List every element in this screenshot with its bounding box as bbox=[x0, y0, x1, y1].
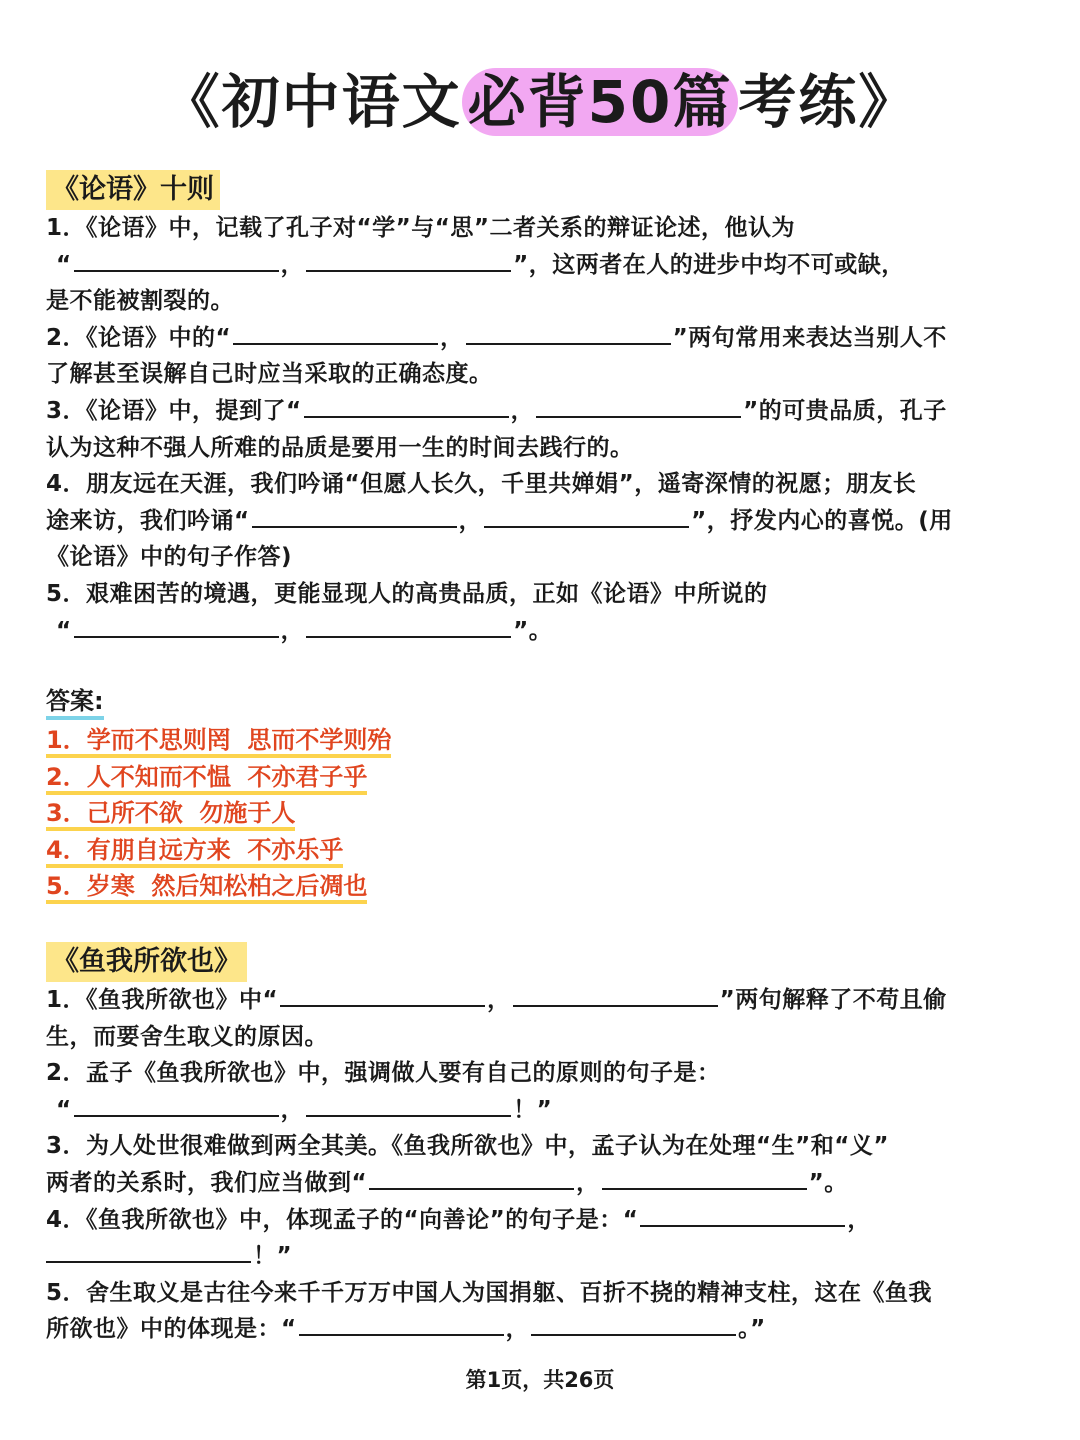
section-heading-yuwosuoyu: 《鱼我所欲也》 bbox=[46, 942, 247, 982]
question-text: 是不能被割裂的。 bbox=[46, 288, 234, 315]
question-text: ”两句常用来表达当别人不 bbox=[672, 324, 947, 351]
question-text: 。” bbox=[738, 1316, 766, 1343]
answer-part-a: 人不知而不愠 bbox=[87, 763, 231, 795]
answer-part-b: 不亦乐乎 bbox=[247, 836, 343, 868]
question-line bbox=[46, 466, 1026, 503]
fill-blank[interactable] bbox=[306, 248, 511, 272]
question-line bbox=[46, 1128, 1026, 1165]
section-yuwosuoyu bbox=[46, 942, 1026, 1348]
fill-blank[interactable] bbox=[306, 614, 511, 638]
answer-item bbox=[46, 795, 1026, 832]
title-prefix: 《初中语文 bbox=[161, 68, 462, 136]
question-line bbox=[46, 613, 1026, 650]
comma: ， bbox=[280, 617, 305, 644]
question-text: 认为这种不强人所难的品质是要用一生的时间去践行的。 bbox=[46, 434, 634, 461]
question-line bbox=[46, 1165, 1026, 1202]
question-line bbox=[46, 320, 1026, 357]
answer-block bbox=[46, 686, 1026, 905]
question-line bbox=[46, 1311, 1026, 1348]
fill-blank[interactable] bbox=[233, 321, 438, 345]
question-line bbox=[46, 1275, 1026, 1312]
fill-blank[interactable] bbox=[74, 1093, 279, 1117]
question-text: 5．舍生取义是古往今来千千万万中国人为国捐躯、百折不挠的精神支柱，这在《鱼我 bbox=[46, 1279, 933, 1306]
question-text: 途来访，我们吟诵“ bbox=[46, 507, 250, 534]
comma: ， bbox=[280, 251, 305, 278]
question-line bbox=[46, 1238, 1026, 1275]
title-suffix: 考练》 bbox=[738, 68, 919, 136]
page-title bbox=[0, 62, 1080, 142]
answer-number: 2． bbox=[46, 763, 87, 795]
question-text: 2．孟子《鱼我所欲也》中，强调做人要有自己的原则的句子是： bbox=[46, 1060, 721, 1087]
question-line bbox=[46, 982, 1026, 1019]
comma: ， bbox=[458, 507, 483, 534]
question-line bbox=[46, 356, 1026, 393]
answer-part-a: 岁寒 bbox=[87, 872, 135, 904]
fill-blank[interactable] bbox=[640, 1203, 845, 1227]
answer-part-b: 勿施于人 bbox=[199, 799, 295, 831]
question-line bbox=[46, 1092, 1026, 1129]
question-line bbox=[46, 393, 1026, 430]
fill-blank[interactable] bbox=[513, 983, 718, 1007]
question-text: ”两句解释了不苟且偷 bbox=[719, 987, 947, 1013]
question-text: 2．《论语》中的“ bbox=[46, 324, 232, 351]
comma: ， bbox=[505, 1316, 530, 1343]
fill-blank[interactable] bbox=[299, 1312, 504, 1336]
answer-part-a: 学而不思则罔 bbox=[87, 726, 231, 758]
section-lunyu bbox=[46, 170, 1026, 649]
fill-blank[interactable] bbox=[280, 983, 485, 1007]
answer-part-b: 不亦君子乎 bbox=[247, 763, 367, 795]
question-text: ！” bbox=[513, 1096, 553, 1123]
question-text: 3．为人处世很难做到两全其美。《鱼我所欲也》中，孟子认为在处理“生”和“义” bbox=[46, 1133, 889, 1160]
question-text: ”的可贵品质，孔子 bbox=[743, 397, 947, 424]
question-line bbox=[46, 1019, 1026, 1056]
question-text: 了解甚至误解自己时应当采取的正确态度。 bbox=[46, 361, 493, 388]
question-text: ”。 bbox=[808, 1169, 848, 1196]
fill-blank[interactable] bbox=[369, 1166, 574, 1190]
question-line bbox=[46, 247, 1026, 284]
answer-number: 3． bbox=[46, 799, 87, 831]
question-line bbox=[46, 576, 1026, 613]
answer-item bbox=[46, 868, 1026, 905]
title-highlight: 必背50篇 bbox=[462, 68, 739, 136]
answer-number: 4． bbox=[46, 836, 87, 868]
fill-blank[interactable] bbox=[252, 504, 457, 528]
question-text: 3．《论语》中，提到了“ bbox=[46, 397, 302, 424]
answer-part-b: 然后知松柏之后凋也 bbox=[151, 872, 367, 904]
page-number: 第1页，共26页 bbox=[465, 1368, 615, 1392]
section-heading-lunyu: 《论语》十则 bbox=[46, 170, 220, 210]
question-text: 1．《论语》中，记载了孔子对“学”与“思”二者关系的辩证论述，他认为 bbox=[46, 215, 795, 241]
answer-part-a: 己所不欲 bbox=[87, 799, 183, 831]
fill-blank[interactable] bbox=[531, 1312, 736, 1336]
question-line bbox=[46, 210, 1026, 247]
quote-open: “ bbox=[56, 251, 72, 278]
comma: ， bbox=[487, 987, 511, 1013]
question-text: ”。 bbox=[513, 617, 553, 644]
fill-blank[interactable] bbox=[466, 321, 671, 345]
question-line bbox=[46, 283, 1026, 320]
fill-blank[interactable] bbox=[306, 1093, 511, 1117]
question-text: 两者的关系时，我们应当做到“ bbox=[46, 1169, 368, 1196]
fill-blank[interactable] bbox=[46, 1239, 251, 1263]
answer-item bbox=[46, 759, 1026, 796]
comma: ， bbox=[847, 1206, 871, 1233]
fill-blank[interactable] bbox=[304, 394, 509, 418]
comma: ， bbox=[440, 324, 464, 351]
question-text: 5．艰难困苦的境遇，更能显现人的高贵品质，正如《论语》中所说的 bbox=[46, 580, 768, 607]
answer-label: 答案: bbox=[46, 686, 104, 720]
question-line bbox=[46, 1202, 1026, 1239]
comma: ， bbox=[576, 1169, 600, 1196]
quote-open: “ bbox=[56, 617, 72, 644]
comma: ， bbox=[280, 1096, 305, 1123]
answer-item bbox=[46, 832, 1026, 869]
answer-item bbox=[46, 722, 1026, 759]
question-text: 4．朋友远在天涯，我们吟诵“但愿人长久，千里共婵娟”，遥寄深情的祝愿；朋友长 bbox=[46, 471, 917, 498]
fill-blank[interactable] bbox=[602, 1166, 807, 1190]
fill-blank[interactable] bbox=[536, 394, 741, 418]
question-line bbox=[46, 1055, 1026, 1092]
fill-blank[interactable] bbox=[484, 504, 689, 528]
fill-blank[interactable] bbox=[74, 614, 279, 638]
answer-part-a: 有朋自远方来 bbox=[87, 836, 231, 868]
question-line bbox=[46, 539, 1026, 576]
comma: ， bbox=[510, 397, 535, 424]
question-text: 生，而要舍生取义的原因。 bbox=[46, 1023, 328, 1050]
question-text: 《论语》中的句子作答) bbox=[46, 544, 293, 571]
answer-number: 1． bbox=[46, 726, 87, 758]
question-text: ”，抒发内心的喜悦。(用 bbox=[691, 507, 953, 534]
question-text: ！” bbox=[253, 1243, 293, 1270]
question-text: 所欲也》中的体现是：“ bbox=[46, 1316, 297, 1343]
fill-blank[interactable] bbox=[74, 248, 279, 272]
question-line bbox=[46, 430, 1026, 467]
question-text: 1．《鱼我所欲也》中“ bbox=[46, 987, 279, 1013]
answer-part-b: 思而不学则殆 bbox=[247, 726, 391, 758]
question-text: 4．《鱼我所欲也》中，体现孟子的“向善论”的句子是：“ bbox=[46, 1206, 639, 1233]
answer-number: 5． bbox=[46, 872, 87, 904]
quote-open: “ bbox=[56, 1096, 72, 1123]
question-text: ”，这两者在人的进步中均不可或缺， bbox=[513, 251, 905, 278]
question-line bbox=[46, 503, 1026, 540]
